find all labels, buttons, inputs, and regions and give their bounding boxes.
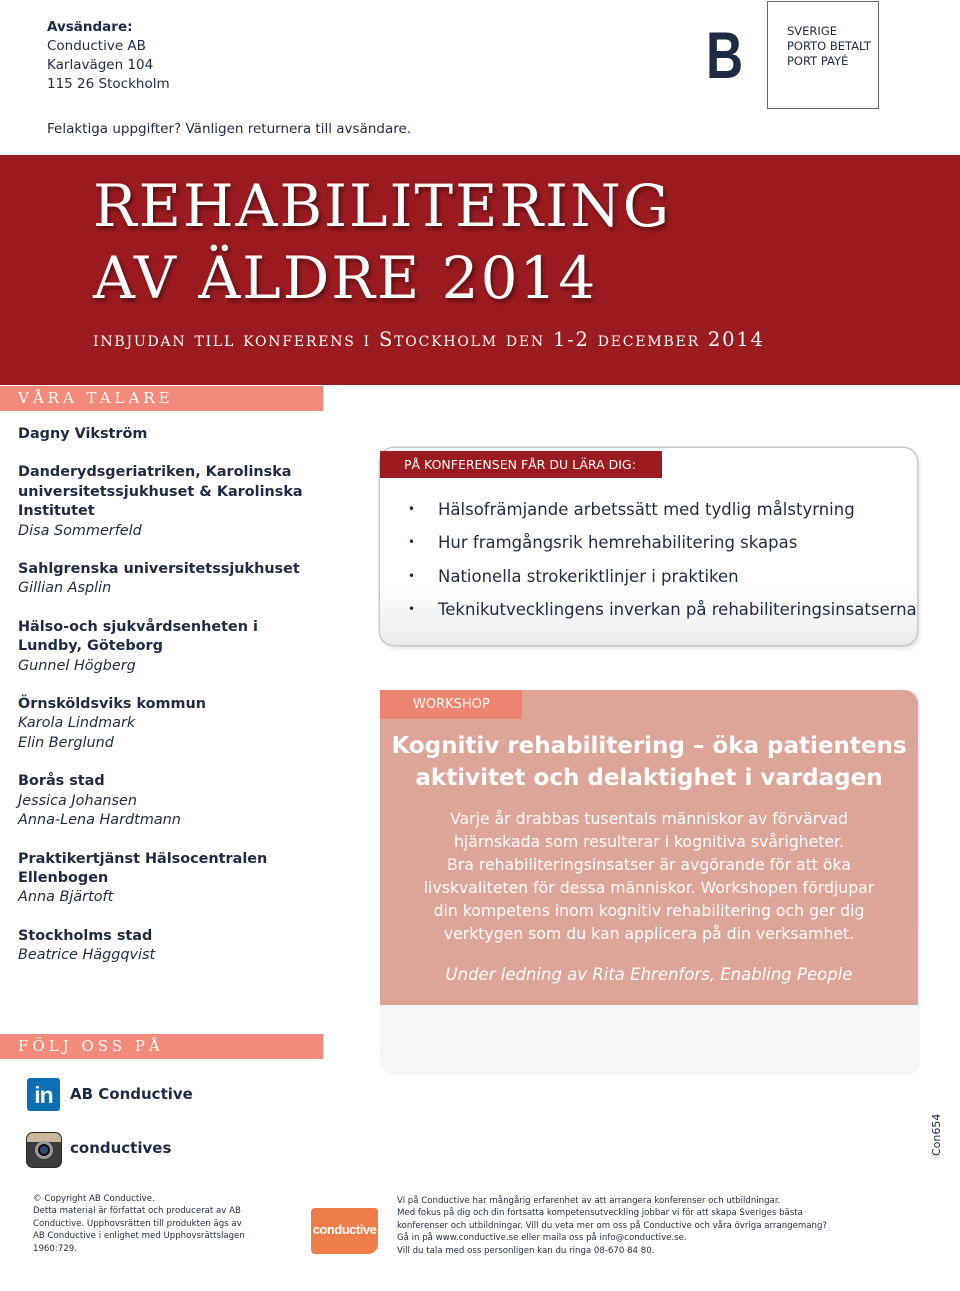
learning-item: • Nationella strokeriktlinjer i praktiken <box>408 560 917 593</box>
workshop-leader: Under ledning av Rita Ehrenfors, Enabling People <box>445 965 853 984</box>
follow-heading-bar <box>0 1034 323 1059</box>
speaker-name: Beatrice Häggqvist <box>18 947 156 964</box>
speaker-name: Anna-Lena Hardtmann <box>18 812 181 829</box>
speaker-org: Örnsköldsviks kommun <box>18 696 207 713</box>
learning-item: • Teknikutvecklingens inverkan på rehabiliteringsinsatserna <box>408 593 917 626</box>
speaker-name: Gillian Asplin <box>18 580 112 597</box>
sender-company: Conductive AB <box>47 38 146 54</box>
workshop-tag: WORKSHOP <box>380 690 522 719</box>
sender-city: 115 26 Stockholm <box>47 76 170 92</box>
return-note: Felaktiga uppgifter? Vänligen returnera till avsändare. <box>47 121 412 137</box>
speaker-org: Borås stad <box>18 773 105 790</box>
copyright-line: Detta material är författat och producerat av AB <box>33 1206 241 1217</box>
conductive-logo: conductive <box>311 1208 378 1254</box>
speaker-name: Anna Bjärtoft <box>18 889 114 906</box>
speaker-org: Sahlgrenska universitetssjukhuset <box>18 561 300 578</box>
workshop-body-line: din kompetens inom kognitiv rehabilitering och ger dig <box>433 901 865 920</box>
follow-heading: FÖLJ OSS PÅ <box>18 1037 164 1055</box>
sender-address <box>47 18 170 94</box>
footer-info <box>397 1195 837 1257</box>
footer-info-line: konferenser och utbildningar. Vill du veta mer om oss på Conductive och våra övriga arrangemang? <box>397 1220 827 1231</box>
copyright-line: 1960:729. <box>33 1243 77 1254</box>
speaker-name: Jessica Johansen <box>18 792 137 809</box>
copyright-line: AB Conductive i enlighet med Upphovsrättslagen <box>33 1231 245 1242</box>
learning-list <box>408 493 917 626</box>
banner-subtitle: inbjudan till konferens i Stockholm den 1-2 december 2014 <box>93 328 765 351</box>
speaker-org: Praktikertjänst Hälsocentralen Ellenbogen <box>18 850 268 886</box>
speaker-org: Dagny Vikström <box>18 426 148 442</box>
copyright-notice <box>33 1193 258 1255</box>
footer-info-line[interactable]: Gå in på www.conductive.se eller maila oss på info@conductive.se. <box>397 1233 687 1244</box>
title-line2: AV ÄLDRE 2014 <box>93 244 598 312</box>
workshop-description <box>380 807 918 945</box>
workshop-body-line: verktygen som du kan applicera på din verksamhet. <box>443 924 855 943</box>
learning-item: • Hur framgångsrik hemrehabilitering skapas <box>408 526 917 559</box>
footer-info-line: Vi på Conductive har mångårig erfarenhet av att arrangera konferenser och utbildningar. <box>397 1196 781 1206</box>
sender-street: Karlavägen 104 <box>47 57 154 73</box>
postage-box <box>767 1 879 109</box>
postage-line3: PORT PAYÉ <box>787 54 849 68</box>
footer-info-line: Med fokus på dig och din fortsatta kompetensutveckling jobbar vi för att skapa Sveriges bästa <box>397 1208 803 1219</box>
learning-item: • Hälsofrämjande arbetssätt med tydlig målstyrning <box>408 493 917 526</box>
speakers-heading-bar <box>0 386 323 411</box>
speakers-heading: VÅRA TALARE <box>18 389 174 407</box>
b-postage-mark: B <box>706 18 744 92</box>
workshop-body-line: Bra rehabiliteringsinsatser är avgörande för att öka <box>447 855 851 874</box>
workshop-title-line2: aktivitet och delaktighet i vardagen <box>415 765 883 791</box>
document-code: Con654 <box>930 1113 943 1156</box>
speaker-name: Gunnel Högberg <box>18 657 136 674</box>
speaker-org: Danderydsgeriatriken, Karolinska universitetssjukhuset & Karolinska Institutet <box>18 464 303 520</box>
postage-line2: PORTO BETALT <box>787 39 871 53</box>
linkedin-icon[interactable]: in <box>27 1078 60 1111</box>
workshop-body-line: hjärnskada som resulterar i kognitiva svårigheter. <box>453 832 845 851</box>
copyright-line: © Copyright AB Conductive. <box>33 1194 155 1204</box>
workshop-title-line1: Kognitiv rehabilitering – öka patientens <box>391 733 907 759</box>
learning-heading: PÅ KONFERENSEN FÅR DU LÄRA DIG: <box>380 451 662 478</box>
workshop-body-line: Varje år drabbas tusentals människor av förvärvad <box>450 809 848 828</box>
footer-info-line: Vill du tala med oss personligen kan du ringa 08-670 84 80. <box>397 1245 655 1256</box>
workshop-body-line: livskvaliteten för dessa människor. Workshopen fördjupar <box>423 878 875 897</box>
copyright-line: Conductive. Upphovsrätten till produkten ägs av <box>33 1218 242 1229</box>
speaker-name: Elin Berglund <box>18 734 114 751</box>
postage-line1: SVERIGE <box>787 24 837 38</box>
instagram-lens-icon <box>35 1141 53 1159</box>
instagram-link[interactable]: conductives <box>70 1139 172 1157</box>
speaker-name: Karola Lindmark <box>18 715 136 732</box>
speaker-org: Stockholms stad <box>18 927 153 944</box>
linkedin-link[interactable]: AB Conductive <box>70 1085 193 1103</box>
speaker-name: Disa Sommerfeld <box>18 522 142 539</box>
speakers-list <box>18 425 318 966</box>
speaker-org: Hälso-och sjukvårdsenheten i Lundby, Göteborg <box>18 618 258 655</box>
workshop-title <box>380 730 918 794</box>
sender-label: Avsändare: <box>47 19 133 35</box>
title-line1: REHABILITERING <box>93 172 672 240</box>
